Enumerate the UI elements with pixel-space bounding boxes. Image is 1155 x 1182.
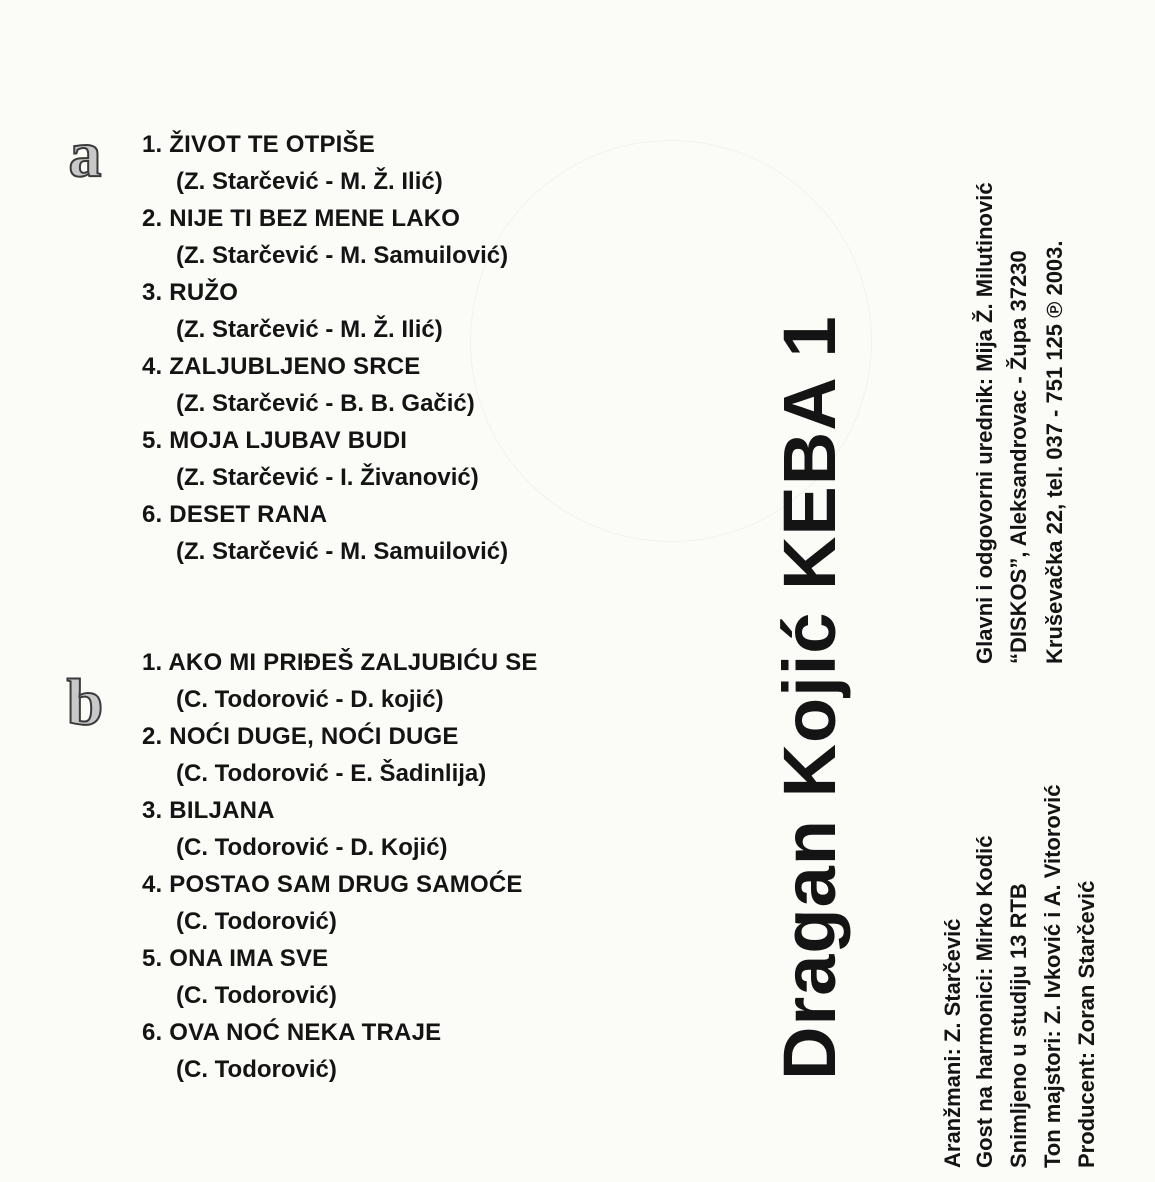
track-title: 3. RUŽO — [142, 279, 239, 306]
publisher-editor: Glavni i odgovorni urednik: Mija Ž. Milutinović — [972, 182, 997, 664]
track-credit: (C. Todorović - D. kojić) — [176, 686, 444, 713]
track-item — [142, 422, 508, 496]
side-a-tracklist — [142, 126, 508, 570]
track-item — [142, 274, 508, 348]
track-item — [142, 200, 508, 274]
track-title: 4. ZALJUBLJENO SRCE — [142, 353, 421, 380]
track-title: 6. DESET RANA — [142, 501, 328, 528]
track-credit: (Z. Starčević - M. Ž. Ilić) — [176, 316, 443, 343]
track-item — [142, 644, 538, 718]
track-title: 2. NOĆI DUGE, NOĆI DUGE — [142, 723, 459, 750]
track-item — [142, 792, 538, 866]
publisher-name-address: “DISKOS”, Aleksandrovac - Župa 37230 — [1006, 250, 1031, 664]
track-title: 1. AKO MI PRIĐEŠ ZALJUBIĆU SE — [142, 649, 538, 676]
track-credit: (Z. Starčević - B. B. Gačić) — [176, 390, 475, 417]
track-title: 5. MOJA LJUBAV BUDI — [142, 427, 408, 454]
track-credit: (C. Todorović - D. Kojić) — [176, 834, 448, 861]
credit-producer: Producent: Zoran Starčević — [1074, 880, 1099, 1168]
track-title: 5. ONA IMA SVE — [142, 945, 329, 972]
track-credit: (Z. Starčević - M. Samuilović) — [176, 242, 509, 269]
track-title: 3. BILJANA — [142, 797, 275, 824]
track-item — [142, 718, 538, 792]
track-credit: (C. Todorović) — [176, 982, 337, 1009]
side-a-label: a — [68, 118, 102, 191]
credit-sound-engineers: Ton majstori: Z. Ivković i A. Vitorović — [1040, 784, 1065, 1168]
track-item — [142, 496, 508, 570]
track-credit: (Z. Starčević - I. Živanović) — [176, 464, 479, 491]
album-title: Dragan Kojić KEBA 1 — [768, 315, 851, 1080]
side-b-tracklist — [142, 644, 538, 1088]
track-credit: (C. Todorović) — [176, 908, 337, 935]
track-item — [142, 348, 508, 422]
credit-studio: Snimljeno u studiju 13 RTB — [1006, 883, 1031, 1168]
track-item — [142, 126, 508, 200]
track-item — [142, 940, 538, 1014]
publisher-street-phone: Kruševačka 22, tel. 037 - 751 125 ℗ 2003. — [1042, 240, 1067, 664]
track-credit: (Z. Starčević - M. Samuilović) — [176, 538, 509, 565]
track-item — [142, 1014, 538, 1088]
track-credit: (C. Todorović - E. Šadinlija) — [176, 760, 487, 787]
side-b-label: b — [66, 666, 104, 739]
track-credit: (C. Todorović) — [176, 1056, 337, 1083]
track-item — [142, 866, 538, 940]
track-credit: (Z. Starčević - M. Ž. Ilić) — [176, 168, 443, 195]
track-title: 4. POSTAO SAM DRUG SAMOĆE — [142, 871, 523, 898]
credit-accordion-guest: Gost na harmonici: Mirko Kodić — [972, 835, 997, 1168]
track-title: 1. ŽIVOT TE OTPIŠE — [142, 131, 375, 158]
track-title: 6. OVA NOĆ NEKA TRAJE — [142, 1019, 442, 1046]
credit-arrangements: Aranžmani: Z. Starčević — [940, 918, 965, 1168]
track-title: 2. NIJE TI BEZ MENE LAKO — [142, 205, 461, 232]
